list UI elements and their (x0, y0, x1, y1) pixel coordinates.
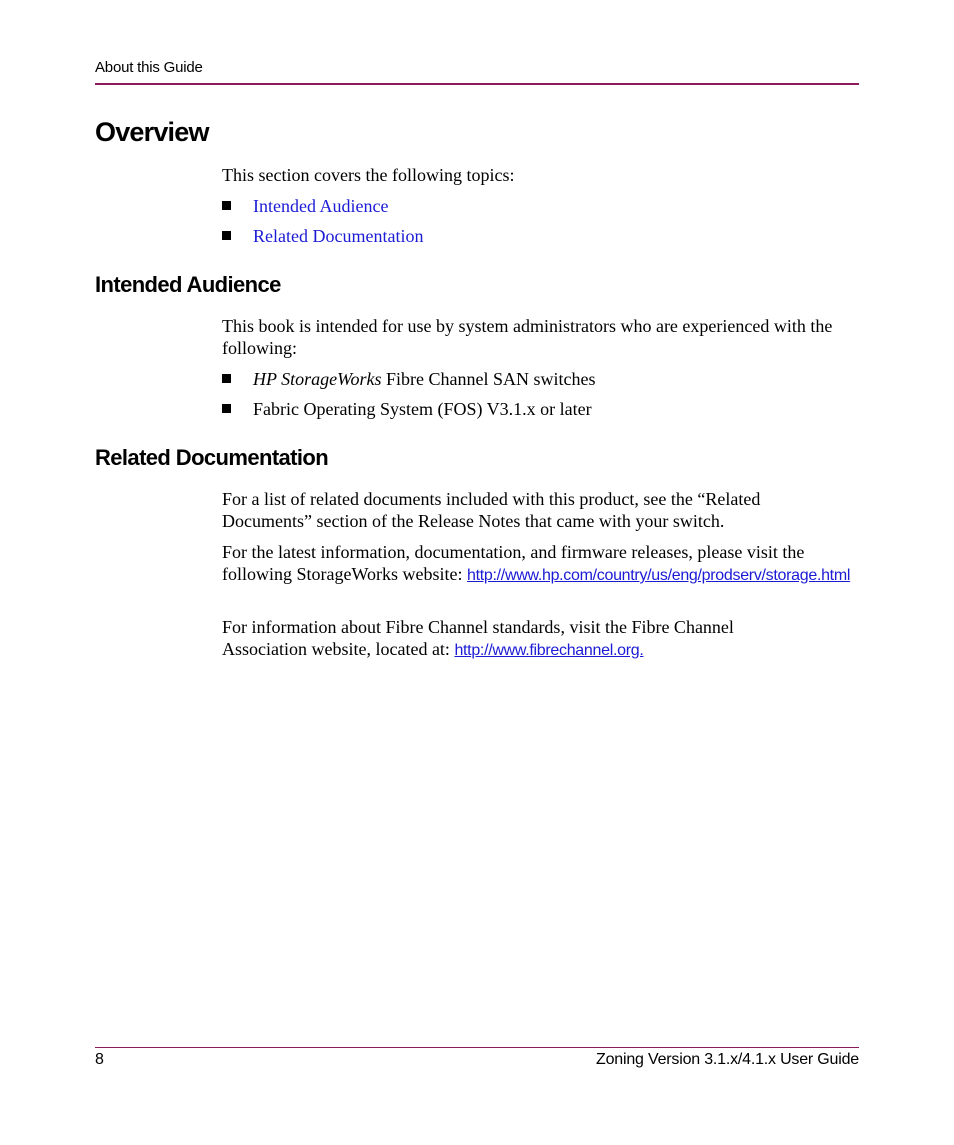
intended-audience-heading: Intended Audience (95, 272, 281, 297)
audience-list-item (222, 368, 596, 390)
product-name-italic: HP StorageWorks (253, 369, 382, 389)
audience-list-item (222, 398, 592, 420)
overview-heading: Overview (95, 117, 209, 147)
audience-item-text: Fabric Operating System (FOS) V3.1.x or later (253, 399, 592, 419)
related-docs-paragraph: For a list of related documents included with this product, see the “Related Documents” section of the Release Notes that came with your switch. (222, 489, 761, 531)
storageworks-paragraph (222, 541, 858, 587)
intended-audience-link[interactable]: Intended Audience (253, 196, 389, 216)
header-rule (95, 83, 859, 85)
bullet-square-icon (222, 404, 231, 413)
footer-doc-title: Zoning Version 3.1.x/4.1.x User Guide (596, 1051, 859, 1068)
related-documentation-link[interactable]: Related Documentation (253, 226, 424, 246)
storageworks-url-link[interactable]: http://www.hp.com/country/us/eng/prodserv/storage.html (467, 567, 851, 584)
bullet-square-icon (222, 231, 231, 240)
storageworks-text: For the latest information, documentation, and firmware releases, please visit the following StorageWorks website: (222, 542, 805, 584)
overview-intro: This section covers the following topics: (222, 165, 515, 185)
footer-rule (95, 1047, 859, 1048)
fibre-channel-paragraph (222, 616, 802, 662)
topic-list-item (222, 195, 388, 217)
fibre-channel-text: For information about Fibre Channel standards, visit the Fibre Channel Association website, located at: (222, 617, 734, 659)
fibre-channel-url-link[interactable]: http://www.fibrechannel.org. (454, 642, 644, 659)
page-number: 8 (95, 1051, 104, 1068)
topic-list-item (222, 225, 423, 247)
audience-item-text: Fibre Channel SAN switches (381, 369, 596, 389)
intended-audience-body: This book is intended for use by system administrators who are experienced with the following: (222, 316, 833, 358)
bullet-square-icon (222, 374, 231, 383)
running-header: About this Guide (95, 59, 203, 76)
bullet-square-icon (222, 201, 231, 210)
related-documentation-heading: Related Documentation (95, 445, 329, 470)
